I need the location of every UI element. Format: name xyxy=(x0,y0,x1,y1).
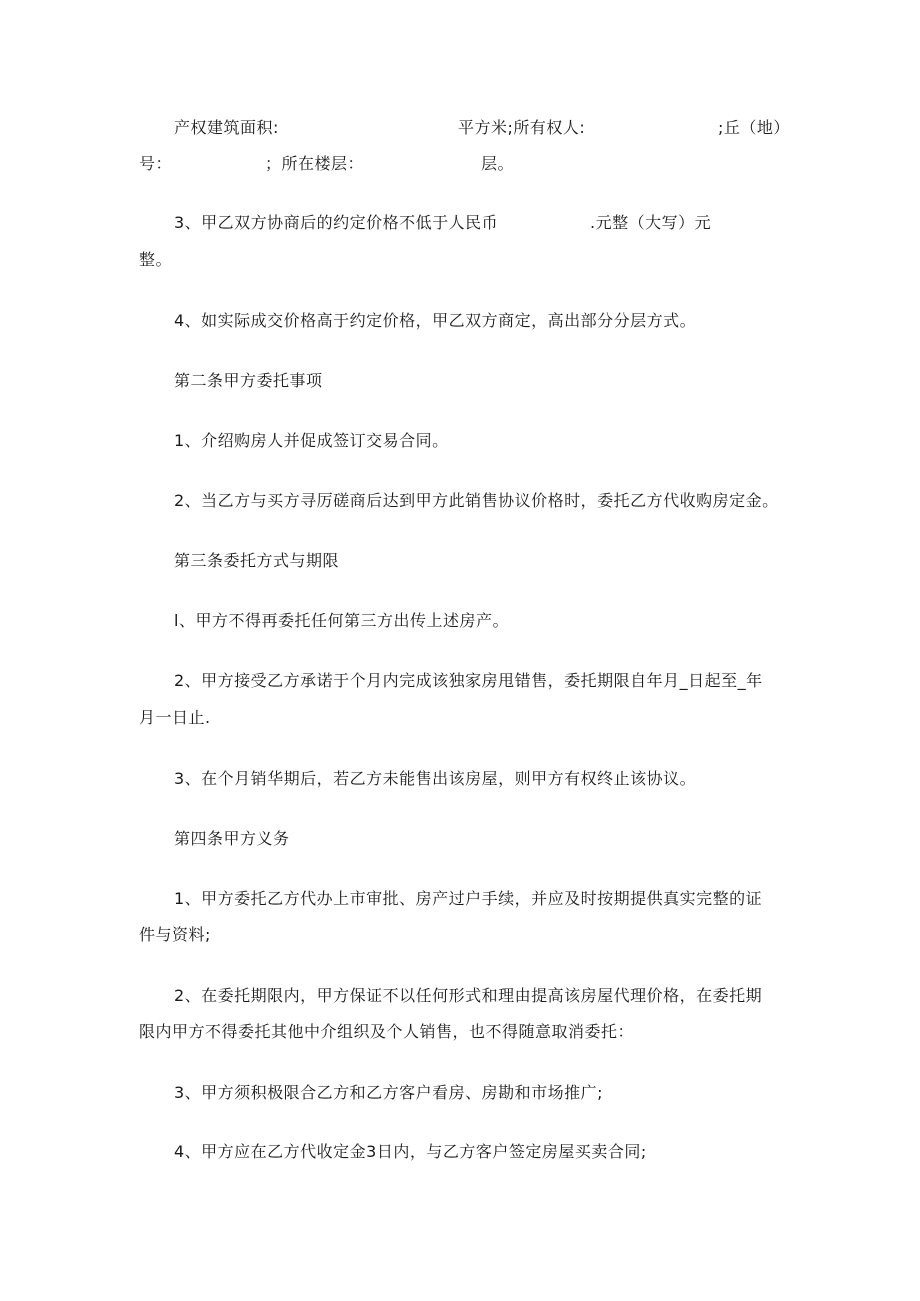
label-number: 号： xyxy=(139,154,173,173)
article4-item2-line2: 限内甲方不得委托其他中介组织及个人销售，也不得随意取消委托： xyxy=(139,1022,635,1041)
clause-price-text-b: .元整（大写）元 xyxy=(590,213,712,232)
number-floor-line xyxy=(139,154,539,174)
article4-item4: 4、甲方应在乙方代收定金3日内，与乙方客户签定房屋买卖合同; xyxy=(174,1142,647,1161)
property-area-line xyxy=(174,118,814,138)
article2-item1: 1、介绍购房人并促成签订交易合同。 xyxy=(174,431,449,450)
article3-item2-line2: 月一日止. xyxy=(139,708,211,727)
clause-price-text-a: 3、甲乙双方协商后的约定价格不低于人民币 xyxy=(174,213,499,232)
clause-price-line2: 整。 xyxy=(139,250,173,269)
article3-heading: 第三条委托方式与期限 xyxy=(174,551,340,570)
label-sqm-owner: 平方米;所有权人: xyxy=(458,118,586,137)
clause-price-line1 xyxy=(174,213,734,233)
article4-item3: 3、甲方须积极限合乙方和乙方客户看房、房勘和市场推广; xyxy=(174,1083,604,1102)
label-lot: ;丘（地） xyxy=(718,118,790,137)
article4-item1-line1: 1、甲方委托乙方代办上市审批、房产过户手续，并应及时按期提供真实完整的证 xyxy=(174,889,763,908)
article4-heading: 第四条甲方义务 xyxy=(174,829,290,848)
article4-item2-line1: 2、在委托期限内，甲方保证不以任何形式和理由提高该房屋代理价格，在委托期 xyxy=(174,986,763,1005)
article2-item2: 2、当乙方与买方寻厉磋商后达到甲方此销售协议价格时，委托乙方代收购房定金。 xyxy=(174,491,779,510)
label-level: 层。 xyxy=(481,154,515,173)
article2-heading: 第二条甲方委托事项 xyxy=(174,371,323,390)
article3-item3: 3、在个月销华期后，若乙方未能售出该房屋，则甲方有权终止该协议。 xyxy=(174,769,697,788)
label-floor: ；所在楼层： xyxy=(265,154,365,173)
article4-item1-line2: 件与资料; xyxy=(139,925,211,944)
article3-item2-line1: 2、甲方接受乙方承诺于个月内完成该独家房甩错售，委托期限自年月_日起至_年 xyxy=(174,671,763,690)
article3-item1: l、甲方不得再委托任何第三方出传上述房产。 xyxy=(174,611,509,630)
clause-excess: 4、如实际成交价格高于约定价格，甲乙双方商定，高出部分分层方式。 xyxy=(174,311,697,330)
label-area: 产权建筑面积: xyxy=(174,118,279,137)
